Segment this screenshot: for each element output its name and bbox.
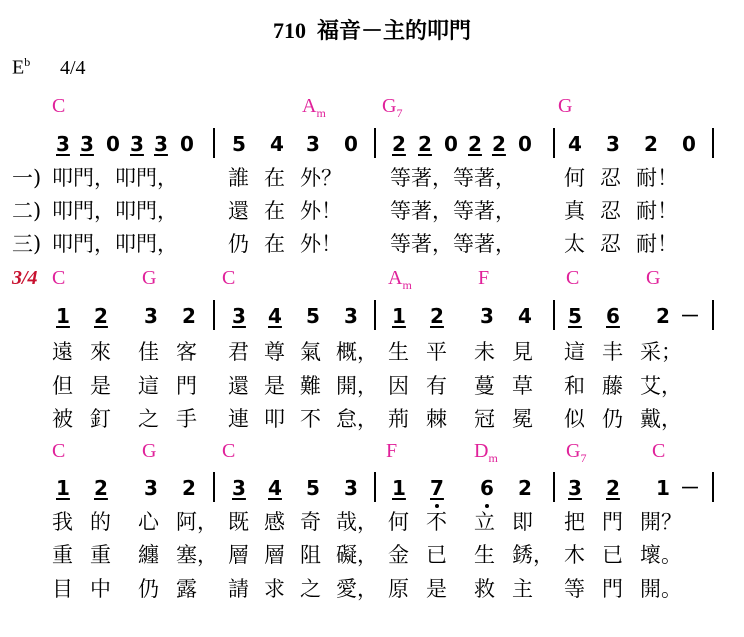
- lyric-syllable: 還: [228, 199, 249, 223]
- lyric-syllable: 不: [426, 510, 447, 534]
- chord-root: C: [222, 267, 236, 289]
- chord-symbol: [558, 96, 572, 116]
- chord-symbol: [142, 268, 156, 288]
- lyric-syllable: 我: [52, 510, 73, 534]
- jianpu-note: 3: [568, 476, 582, 500]
- lyric-syllable: 阻: [300, 543, 321, 567]
- chord-symbol: [382, 96, 402, 119]
- bar-line: [712, 128, 714, 158]
- lyric-syllable: 露: [176, 577, 197, 601]
- jianpu-note: 3: [80, 132, 94, 156]
- lyric-syllable: 感: [264, 510, 285, 534]
- lyric-syllable: 仍: [138, 577, 159, 601]
- jianpu-note: 2: [392, 132, 406, 156]
- chord-root: C: [52, 440, 66, 462]
- jianpu-note: 3: [130, 132, 144, 156]
- chord-root: G: [142, 440, 157, 462]
- lyric-syllable: 還: [228, 374, 249, 398]
- jianpu-note: 4: [268, 304, 282, 328]
- lyric-syllable: 開？: [640, 510, 682, 534]
- lyric-syllable: 心: [138, 510, 159, 534]
- lyric-syllable: 外！: [300, 232, 342, 256]
- jianpu-note: 2: [182, 304, 196, 328]
- lyric-syllable: 有: [426, 374, 447, 398]
- bar-line: [553, 472, 555, 502]
- hymn-title: 710 福音－主的叩門: [272, 18, 471, 43]
- chord-root: C: [52, 95, 66, 117]
- lyric-syllable: 之: [300, 577, 321, 601]
- jianpu-note: 3: [56, 132, 70, 156]
- jianpu-note: 2: [644, 132, 658, 156]
- bar-line: [374, 472, 376, 502]
- lyric-syllable: 耐！: [636, 166, 678, 190]
- chord-root: D: [474, 440, 489, 462]
- chord-quality: m: [402, 278, 412, 292]
- jianpu-note: 3: [154, 132, 168, 156]
- lyric-syllable: 君: [228, 340, 249, 364]
- jianpu-note: 3: [480, 304, 494, 328]
- lyric-syllable: 尊: [264, 340, 285, 364]
- lyric-syllable: 草: [512, 374, 533, 398]
- jianpu-note: 1: [656, 476, 670, 500]
- jianpu-note: 5: [568, 304, 582, 328]
- chord-root: C: [566, 267, 580, 289]
- lyric-syllable: 阿，: [176, 510, 218, 534]
- lyric-syllable: 等: [564, 577, 585, 601]
- lyric-syllable: 仍: [228, 232, 249, 256]
- lyric-syllable: 塞，: [176, 543, 218, 567]
- chord-root: A: [388, 267, 403, 289]
- jianpu-note: 2: [94, 304, 108, 328]
- lyric-syllable: 目: [52, 577, 73, 601]
- lyric-syllable: 來: [90, 340, 111, 364]
- chord-root: F: [386, 440, 398, 462]
- chord-symbol: [652, 441, 665, 461]
- lyric-syllable: 戴，: [640, 407, 682, 431]
- lyric-syllable: 開。: [640, 577, 682, 601]
- lyric-syllable: 已: [426, 543, 447, 567]
- lyric-syllable: 丰: [602, 340, 623, 364]
- jianpu-note: 2: [518, 476, 532, 500]
- chord-quality: m: [316, 106, 326, 120]
- jianpu-note: 4: [568, 132, 582, 156]
- lyric-syllable: 釘: [90, 407, 111, 431]
- lyric-syllable: 重: [52, 543, 73, 567]
- chord-symbol: [302, 96, 326, 119]
- lyric-syllable: 荊: [388, 407, 409, 431]
- lyric-syllable: 冕: [512, 407, 533, 431]
- lyric-syllable: 未: [474, 340, 495, 364]
- octave-dot: [435, 504, 439, 508]
- lyric-syllable: 忍: [600, 232, 621, 256]
- bar-line: [213, 300, 215, 330]
- lyric-syllable: 概，: [336, 340, 378, 364]
- lyric-syllable: 忍: [600, 166, 621, 190]
- jianpu-note: 2: [656, 304, 670, 328]
- chord-root: F: [478, 267, 490, 289]
- jianpu-note: 1: [392, 304, 406, 328]
- lyric-syllable: 是: [426, 577, 447, 601]
- lyric-syllable: 門: [176, 374, 197, 398]
- chord-root: C: [652, 440, 666, 462]
- key-letter: E: [12, 56, 25, 79]
- lyric-syllable: 請: [228, 577, 249, 601]
- jianpu-note: 0: [344, 132, 358, 156]
- lyric-syllable: 不: [300, 407, 321, 431]
- chord-root: C: [222, 440, 236, 462]
- lyric-syllable: 太: [564, 232, 585, 256]
- lyric-syllable: 平: [426, 340, 447, 364]
- lyric-syllable: 生: [388, 340, 409, 364]
- lyric-syllable: 是: [90, 374, 111, 398]
- lyric-syllable: 冠: [474, 407, 495, 431]
- jianpu-note: 2: [182, 476, 196, 500]
- lyric-syllable: 耐！: [636, 232, 678, 256]
- jianpu-note: 2: [606, 476, 620, 500]
- lyric-syllable: 等著，等著，: [390, 166, 516, 190]
- lyric-syllable: 被: [52, 407, 73, 431]
- lyric-syllable: 原: [388, 577, 409, 601]
- lyric-syllable: 求: [264, 577, 285, 601]
- lyric-syllable: 因: [388, 374, 409, 398]
- lyric-syllable: 是: [264, 374, 285, 398]
- lyric-syllable: 這: [138, 374, 159, 398]
- lyric-syllable: 木: [564, 543, 585, 567]
- lyric-syllable: 真: [564, 199, 585, 223]
- chord-root: C: [52, 267, 66, 289]
- jianpu-note: 3: [232, 304, 246, 328]
- time-signature: 4/4: [60, 57, 86, 79]
- lyric-syllable: 采；: [640, 340, 682, 364]
- jianpu-note: 3: [606, 132, 620, 156]
- lyric-syllable: 何: [388, 510, 409, 534]
- chord-symbol: [474, 441, 498, 464]
- jianpu-note: 2: [418, 132, 432, 156]
- chord-root: G: [558, 95, 573, 117]
- jianpu-note: 3: [344, 304, 358, 328]
- lyric-syllable: 奇: [300, 510, 321, 534]
- lyric-syllable: 仍: [602, 407, 623, 431]
- chord-symbol: [222, 268, 235, 288]
- chord-root: G: [646, 267, 661, 289]
- jianpu-note: 4: [270, 132, 284, 156]
- lyric-syllable: 生: [474, 543, 495, 567]
- jianpu-note: 4: [268, 476, 282, 500]
- lyric-syllable: 等著，等著，: [390, 199, 516, 223]
- jianpu-note: 6: [606, 304, 620, 328]
- lyric-syllable: 何: [564, 166, 585, 190]
- jianpu-note: 1: [56, 476, 70, 500]
- chord-symbol: [566, 441, 586, 464]
- lyric-syllable: 外！: [300, 199, 342, 223]
- chord-root: A: [302, 95, 317, 117]
- chord-symbol: [478, 268, 489, 288]
- chord-symbol: [52, 96, 65, 116]
- jianpu-note: 5: [306, 304, 320, 328]
- bar-line: [374, 300, 376, 330]
- jianpu-note: 3: [144, 476, 158, 500]
- jianpu-note: 2: [468, 132, 482, 156]
- lyric-syllable: 藤: [602, 374, 623, 398]
- jianpu-note: 2: [94, 476, 108, 500]
- octave-dot: [485, 504, 489, 508]
- lyric-syllable: 纏: [138, 543, 159, 567]
- jianpu-note: 0: [444, 132, 458, 156]
- lyric-syllable: 壞。: [640, 543, 682, 567]
- bar-line: [553, 128, 555, 158]
- chord-quality: 7: [580, 451, 587, 465]
- lyric-syllable: 礙，: [336, 543, 378, 567]
- lyric-syllable: 在: [264, 166, 285, 190]
- jianpu-note: 1: [392, 476, 406, 500]
- lyric-syllable: 怠，: [336, 407, 378, 431]
- lyric-syllable: 蔓: [474, 374, 495, 398]
- lyric-syllable: 已: [602, 543, 623, 567]
- lyric-syllable: 棘: [426, 407, 447, 431]
- lyric-syllable: 叩: [264, 407, 285, 431]
- lyric-syllable: 忍: [600, 199, 621, 223]
- lyric-syllable: 重: [90, 543, 111, 567]
- key-accidental: b: [24, 55, 31, 69]
- lyric-syllable: 佳: [138, 340, 159, 364]
- chord-symbol: [386, 441, 397, 461]
- lyric-syllable: 叩門，叩門，: [52, 232, 178, 256]
- jianpu-note: 5: [232, 132, 246, 156]
- lyric-syllable: 哉，: [336, 510, 378, 534]
- chord-symbol: [388, 268, 412, 291]
- verse-number: 三): [12, 232, 42, 256]
- lyric-syllable: 艾，: [640, 374, 682, 398]
- lyric-syllable: 開，: [336, 374, 378, 398]
- chord-symbol: [142, 441, 156, 461]
- chord-symbol: [222, 441, 235, 461]
- lyric-syllable: 似: [564, 407, 585, 431]
- lyric-syllable: 叩門，叩門，: [52, 166, 178, 190]
- chord-quality: 7: [396, 106, 403, 120]
- lyric-syllable: 遠: [52, 340, 73, 364]
- jianpu-note: －: [680, 304, 700, 328]
- verse-number: 一): [12, 166, 42, 190]
- time-change: 3/4: [12, 267, 38, 289]
- bar-line: [213, 472, 215, 502]
- lyric-syllable: 在: [264, 199, 285, 223]
- chord-root: G: [142, 267, 157, 289]
- bar-line: [712, 472, 714, 502]
- jianpu-note: 0: [682, 132, 696, 156]
- jianpu-note: 7: [430, 476, 444, 500]
- jianpu-note: 6: [480, 476, 494, 500]
- lyric-syllable: 叩門，叩門，: [52, 199, 178, 223]
- verse-number: 二): [12, 199, 42, 223]
- lyric-syllable: 銹，: [512, 543, 554, 567]
- lyric-syllable: 連: [228, 407, 249, 431]
- lyric-syllable: 中: [90, 577, 111, 601]
- lyric-syllable: 但: [52, 374, 73, 398]
- lyric-syllable: 耐！: [636, 199, 678, 223]
- jianpu-note: 3: [232, 476, 246, 500]
- jianpu-note: 2: [492, 132, 506, 156]
- lyric-syllable: 門: [602, 577, 623, 601]
- lyric-syllable: 層: [228, 543, 249, 567]
- lyric-syllable: 愛，: [336, 577, 378, 601]
- chord-symbol: [566, 268, 579, 288]
- lyric-syllable: 外？: [300, 166, 342, 190]
- lyric-syllable: 既: [228, 510, 249, 534]
- lyric-syllable: 和: [564, 374, 585, 398]
- lyric-syllable: 金: [388, 543, 409, 567]
- jianpu-note: －: [680, 476, 700, 500]
- key-signature: [12, 56, 30, 78]
- lyric-syllable: 難: [300, 374, 321, 398]
- lyric-syllable: 層: [264, 543, 285, 567]
- lyric-syllable: 等著，等著，: [390, 232, 516, 256]
- lyric-syllable: 誰: [228, 166, 249, 190]
- jianpu-note: 5: [306, 476, 320, 500]
- lyric-syllable: 的: [90, 510, 111, 534]
- lyric-syllable: 手: [176, 407, 197, 431]
- lyric-syllable: 救: [474, 577, 495, 601]
- lyric-syllable: 把: [564, 510, 585, 534]
- jianpu-note: 3: [344, 476, 358, 500]
- jianpu-note: 0: [518, 132, 532, 156]
- bar-line: [374, 128, 376, 158]
- lyric-syllable: 之: [138, 407, 159, 431]
- lyric-syllable: 立: [474, 510, 495, 534]
- chord-root: G: [382, 95, 397, 117]
- chord-root: G: [566, 440, 581, 462]
- lyric-syllable: 氣: [300, 340, 321, 364]
- bar-line: [712, 300, 714, 330]
- chord-quality: m: [488, 451, 498, 465]
- chord-symbol: [52, 441, 65, 461]
- jianpu-note: 4: [518, 304, 532, 328]
- jianpu-note: 2: [430, 304, 444, 328]
- jianpu-note: 0: [106, 132, 120, 156]
- lyric-syllable: 主: [512, 577, 533, 601]
- jianpu-note: 3: [306, 132, 320, 156]
- jianpu-note: 3: [144, 304, 158, 328]
- lyric-syllable: 門: [602, 510, 623, 534]
- bar-line: [213, 128, 215, 158]
- lyric-syllable: 即: [512, 510, 533, 534]
- lyric-syllable: 在: [264, 232, 285, 256]
- chord-symbol: [52, 268, 65, 288]
- lyric-syllable: 見: [512, 340, 533, 364]
- jianpu-note: 1: [56, 304, 70, 328]
- bar-line: [553, 300, 555, 330]
- lyric-syllable: 這: [564, 340, 585, 364]
- lyric-syllable: 客: [176, 340, 197, 364]
- chord-symbol: [646, 268, 660, 288]
- jianpu-note: 0: [180, 132, 194, 156]
